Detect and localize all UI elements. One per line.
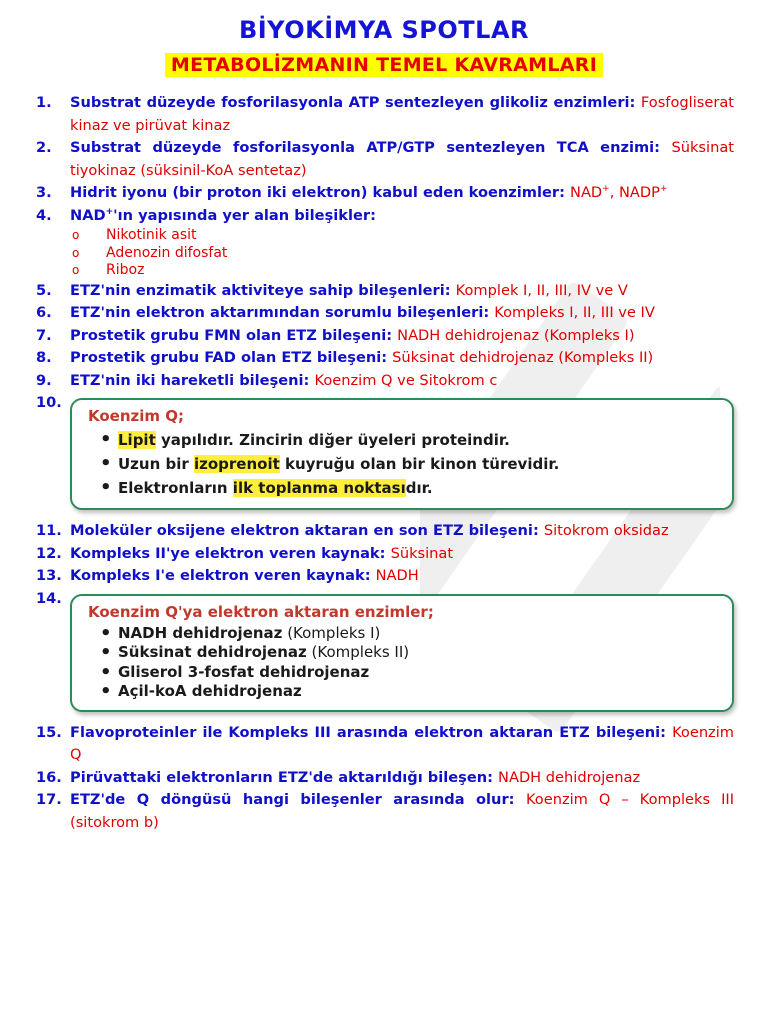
- list-item: [36, 767, 734, 790]
- list-item: [36, 520, 734, 543]
- item-answer: Süksinat tiyokinaz (süksinil-KoA sentetaz): [70, 139, 734, 179]
- item-answer: Komplek I, II, III, IV ve V: [455, 281, 628, 299]
- item-number: 7.: [36, 326, 52, 344]
- list-item: [36, 280, 734, 303]
- item-answer: Koenzim Q ve Sitokrom c: [314, 371, 498, 389]
- item-answer: Süksinat dehidrojenaz (Kompleks II): [392, 349, 654, 366]
- info-box-line: [88, 682, 718, 702]
- list-item: [36, 205, 734, 280]
- item-number: 13.: [36, 567, 62, 584]
- line-text: kuyruğu olan bir kinon türevidir.: [279, 455, 560, 473]
- item-number: 3.: [36, 184, 52, 201]
- item-answer: Koenzim Q – Kompleks III (sitokrom b): [70, 791, 734, 831]
- info-box-line: [88, 663, 718, 683]
- list-item: [36, 325, 734, 348]
- list-item: [36, 92, 734, 137]
- item-question: NAD: [70, 206, 106, 224]
- item-question: Moleküler oksijene elektron aktaran en son ETZ bileşeni:: [70, 522, 544, 539]
- item-number: 2.: [36, 139, 52, 156]
- page-title: BİYOKİMYA SPOTLAR: [238, 16, 530, 44]
- info-box-line: [88, 452, 718, 476]
- item-answer: [570, 184, 667, 201]
- info-box-line: [88, 476, 718, 500]
- circle-bullet-icon: o: [72, 263, 80, 277]
- item-question: Pirüvattaki elektronların ETZ'de aktarıldığı bileşen:: [70, 768, 499, 786]
- item-question: ETZ'nin elektron aktarımından sorumlu bileşenleri:: [70, 304, 495, 321]
- list-item: [36, 182, 734, 205]
- line-text: yapılıdır. Zincirin diğer üyeleri proteindir.: [155, 431, 510, 449]
- item-number: 8.: [36, 349, 52, 366]
- item-number: 1.: [36, 94, 52, 111]
- list-item: [36, 347, 734, 370]
- item-question: Substrat düzeyde fosforilasyonla ATP sentezleyen glikoliz enzimleri:: [70, 94, 641, 111]
- item-question: ETZ'de Q döngüsü hangi bileşenler arasında olur:: [70, 791, 526, 808]
- answer-part: , NADP: [609, 184, 660, 201]
- item-number: 15.: [36, 723, 62, 741]
- list-item: [36, 588, 734, 722]
- item-question: Kompleks II'ye elektron veren kaynak:: [70, 544, 391, 562]
- list-item: [36, 392, 734, 520]
- item-question: Flavoproteinler ile Kompleks III arasında elektron aktaran ETZ bileşeni:: [70, 723, 673, 741]
- item-number: 9.: [36, 371, 52, 389]
- subtitle-wrap: [0, 53, 768, 77]
- highlighted-text: Lipit: [118, 431, 156, 449]
- item-question: ETZ'nin iki hareketli bileşeni:: [70, 371, 315, 389]
- info-box-heading: Koenzim Q;: [88, 407, 184, 425]
- info-box-enzymes: [70, 594, 734, 712]
- item-number: 16.: [36, 768, 62, 786]
- sub-item-text: Nikotinik asit: [106, 227, 197, 243]
- sub-item-text: Riboz: [106, 262, 145, 278]
- item-question: ETZ'nin enzimatik aktiviteye sahip bileşenleri:: [70, 281, 456, 299]
- item-question: Prostetik grubu FAD olan ETZ bileşeni:: [70, 349, 393, 366]
- line-text: Uzun bir: [118, 455, 194, 473]
- circle-bullet-icon: o: [72, 228, 80, 242]
- item-question: Hidrit iyonu (bir proton iki elektron) kabul eden koenzimler:: [70, 184, 571, 201]
- item-number: 10.: [36, 394, 62, 411]
- info-box-line: [88, 643, 718, 663]
- item-answer: NADH dehidrojenaz (Kompleks I): [397, 326, 635, 344]
- sub-list-item: [70, 245, 734, 263]
- superscript: +: [105, 206, 114, 217]
- line-strong: Süksinat dehidrojenaz: [118, 643, 307, 661]
- info-box-heading: Koenzim Q'ya elektron aktaran enzimler;: [88, 602, 434, 621]
- item-number: 6.: [36, 304, 52, 321]
- page-subtitle: METABOLİZMANIN TEMEL KAVRAMLARI: [165, 53, 603, 77]
- highlighted-text: izoprenoit: [194, 455, 280, 473]
- line-strong: Gliserol 3-fosfat dehidrojenaz: [118, 662, 370, 681]
- list-item: [36, 789, 734, 834]
- item-number: 11.: [36, 522, 62, 539]
- sub-item-text: Adenozin difosfat: [106, 244, 228, 261]
- superscript: +: [659, 184, 668, 195]
- item-question: Kompleks I'e elektron veren kaynak:: [70, 567, 376, 584]
- line-text: Elektronların: [118, 479, 233, 497]
- item-question: Prostetik grubu FMN olan ETZ bileşeni:: [70, 326, 398, 344]
- answer-part: NAD: [570, 184, 603, 201]
- sub-list: [70, 227, 734, 280]
- list-item: [36, 302, 734, 325]
- info-box-koenzim-q: [70, 398, 734, 510]
- list-item: [36, 565, 734, 588]
- item-number: 17.: [36, 791, 62, 808]
- item-answer: Sitokrom oksidaz: [543, 522, 669, 539]
- sub-list-item: [70, 227, 734, 245]
- item-question: 'ın yapısında yer alan bileşikler:: [113, 206, 376, 224]
- item-number: 4.: [36, 206, 52, 224]
- highlighted-text: ilk toplanma noktası: [232, 479, 406, 497]
- item-number: 14.: [36, 589, 62, 607]
- item-answer: NADH dehidrojenaz: [498, 768, 641, 786]
- list-item: [36, 370, 734, 393]
- line-strong: Açil-koA dehidrojenaz: [118, 682, 302, 700]
- item-answer: Koenzim Q: [70, 723, 734, 763]
- item-question: Substrat düzeyde fosforilasyonla ATP/GTP sentezleyen TCA enzimi:: [70, 139, 672, 156]
- list-item: [36, 722, 734, 767]
- line-text: dır.: [405, 479, 433, 497]
- line-strong: NADH dehidrojenaz: [118, 623, 283, 642]
- line-text: (Kompleks I): [282, 623, 381, 642]
- info-box-line: [88, 624, 718, 644]
- line-text: (Kompleks II): [306, 643, 410, 661]
- list-item: [36, 543, 734, 566]
- superscript: +: [602, 184, 610, 195]
- spot-list: [36, 92, 734, 834]
- sub-list-item: [70, 262, 734, 280]
- item-answer: NADH: [375, 567, 419, 584]
- circle-bullet-icon: o: [72, 245, 80, 260]
- item-answer: Fosfogliserat kinaz ve pirüvat kinaz: [70, 94, 734, 134]
- list-item: [36, 137, 734, 182]
- item-number: 12.: [36, 544, 62, 562]
- item-number: 5.: [36, 281, 52, 299]
- info-box-line: [88, 428, 718, 452]
- item-answer: Kompleks I, II, III ve IV: [494, 304, 655, 321]
- item-answer: Süksinat: [390, 544, 454, 562]
